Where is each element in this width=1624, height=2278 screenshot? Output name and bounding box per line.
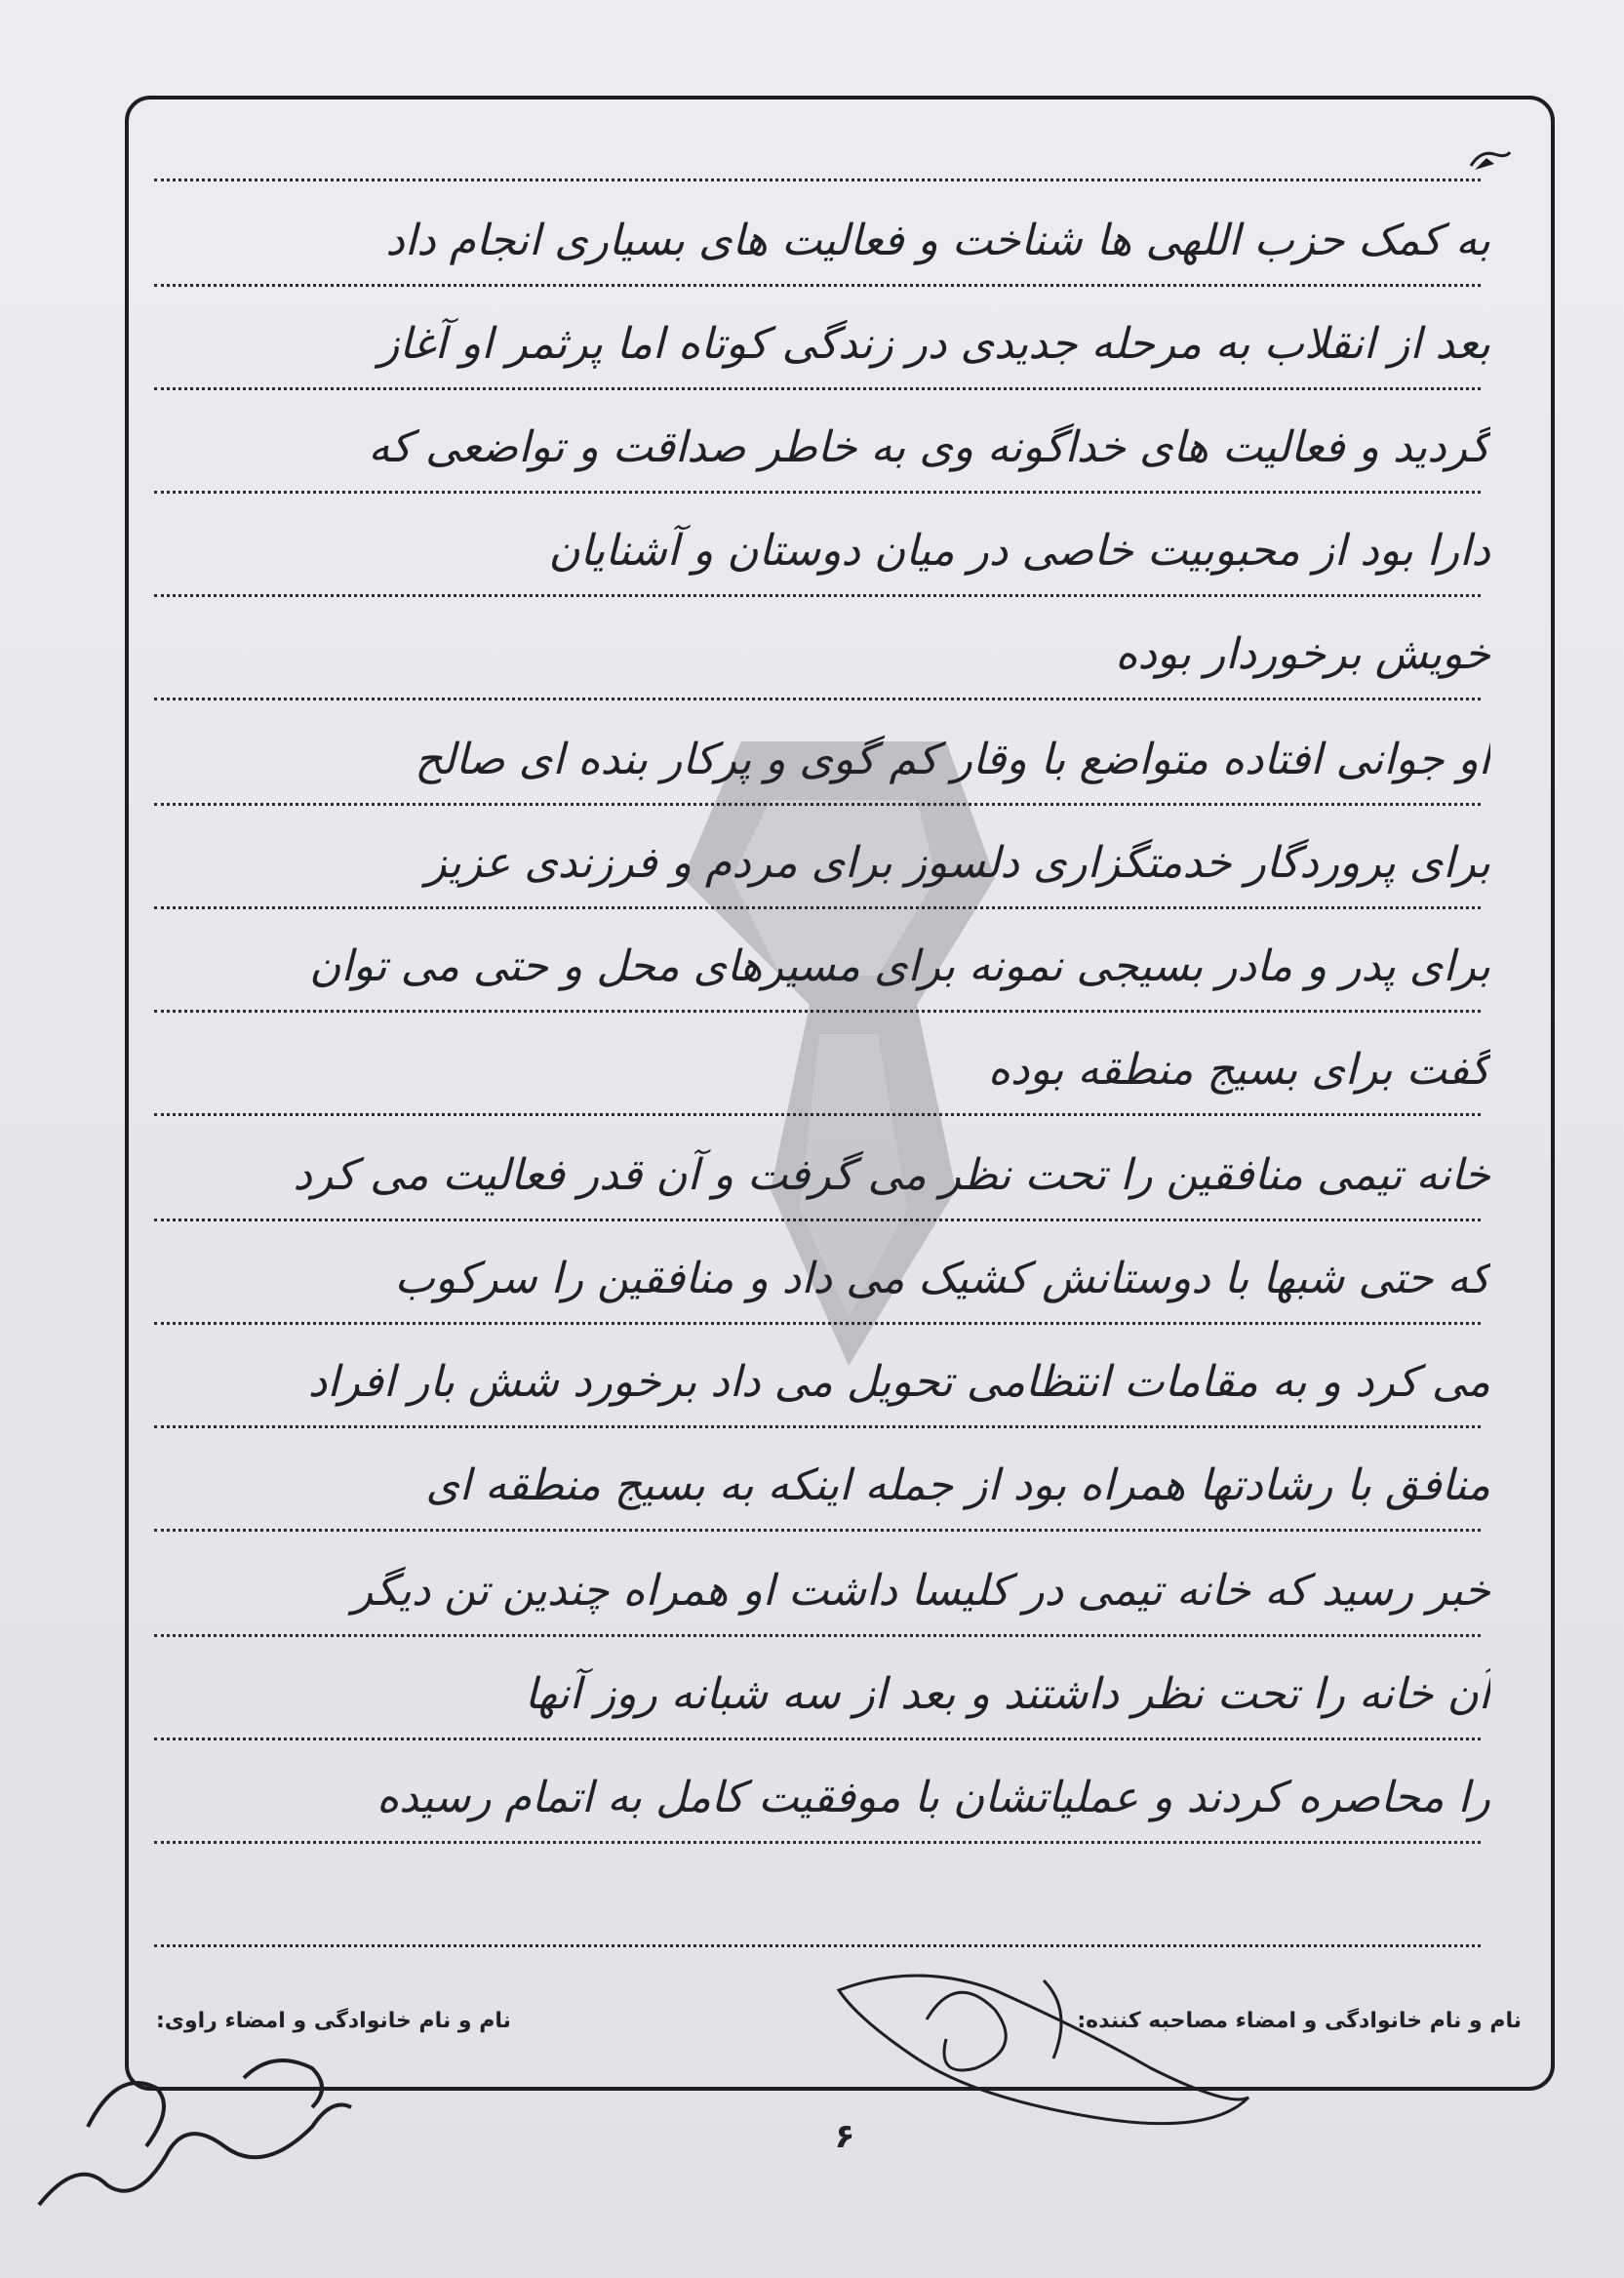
text-line: گفت برای بسیج منطقه بوده (144, 1032, 1490, 1116)
text-line: خانه تیمی منافقین را تحت نظر می گرفت و آن قدر فعالیت می کرد (144, 1138, 1490, 1221)
page-number: ۶ (834, 2117, 855, 2156)
text-line: دارا بود از محبوبیت خاصی در میان دوستان و آشنایان (144, 513, 1490, 597)
narrator-signature (20, 2010, 371, 2224)
interviewer-signature (800, 1951, 1268, 2146)
text-line: که حتی شبها با دوستانش کشیک می داد و منافقین را سرکوب (144, 1241, 1490, 1325)
text-line: را محاصره کردند و عملیاتشان با موفقیت کامل به اتمام رسیده (144, 1760, 1490, 1844)
interviewer-signature-label: نام و نام خانوادگی و امضاء مصاحبه کننده: (1077, 2008, 1522, 2033)
text-line: او جوانی افتاده متواضع با وقار کم گوی و پرکار بنده ای صالح (144, 722, 1490, 806)
text-line: منافق با رشادتها همراه بود از جمله اینکه به بسیج منطقه ای (144, 1448, 1490, 1532)
text-line: خویش برخوردار بوده (144, 617, 1490, 700)
text-line: بعد از انقلاب به مرحله جدیدی در زندگی کوتاه اما پرثمر او آغاز (144, 306, 1490, 390)
text-line: به کمک حزب اللهی ها شناخت و فعالیت های بسیاری انجام داد (144, 203, 1490, 287)
text-line: می کرد و به مقامات انتظامی تحویل می داد برخورد شش بار افراد (144, 1344, 1490, 1428)
text-line (144, 1863, 1490, 1947)
text-line (144, 98, 1490, 181)
text-line: برای پروردگار خدمتگزاری دلسوز برای مردم و فرزندی عزیز (144, 825, 1490, 909)
text-line: برای پدر و مادر بسیجی نمونه برای مسیرهای محل و حتی می توان (144, 929, 1490, 1013)
narrator-signature-label: نام و نام خانوادگی و امضاء راوی: (156, 2008, 511, 2033)
text-line: خبر رسید که خانه تیمی در کلیسا داشت او همراه چندین تن دیگر (144, 1553, 1490, 1637)
text-line: گردید و فعالیت های خداگونه وی به خاطر صداقت و تواضعی که (144, 410, 1490, 494)
text-line: آن خانه را تحت نظر داشتند و بعد از سه شبانه روز آنها (144, 1657, 1490, 1740)
